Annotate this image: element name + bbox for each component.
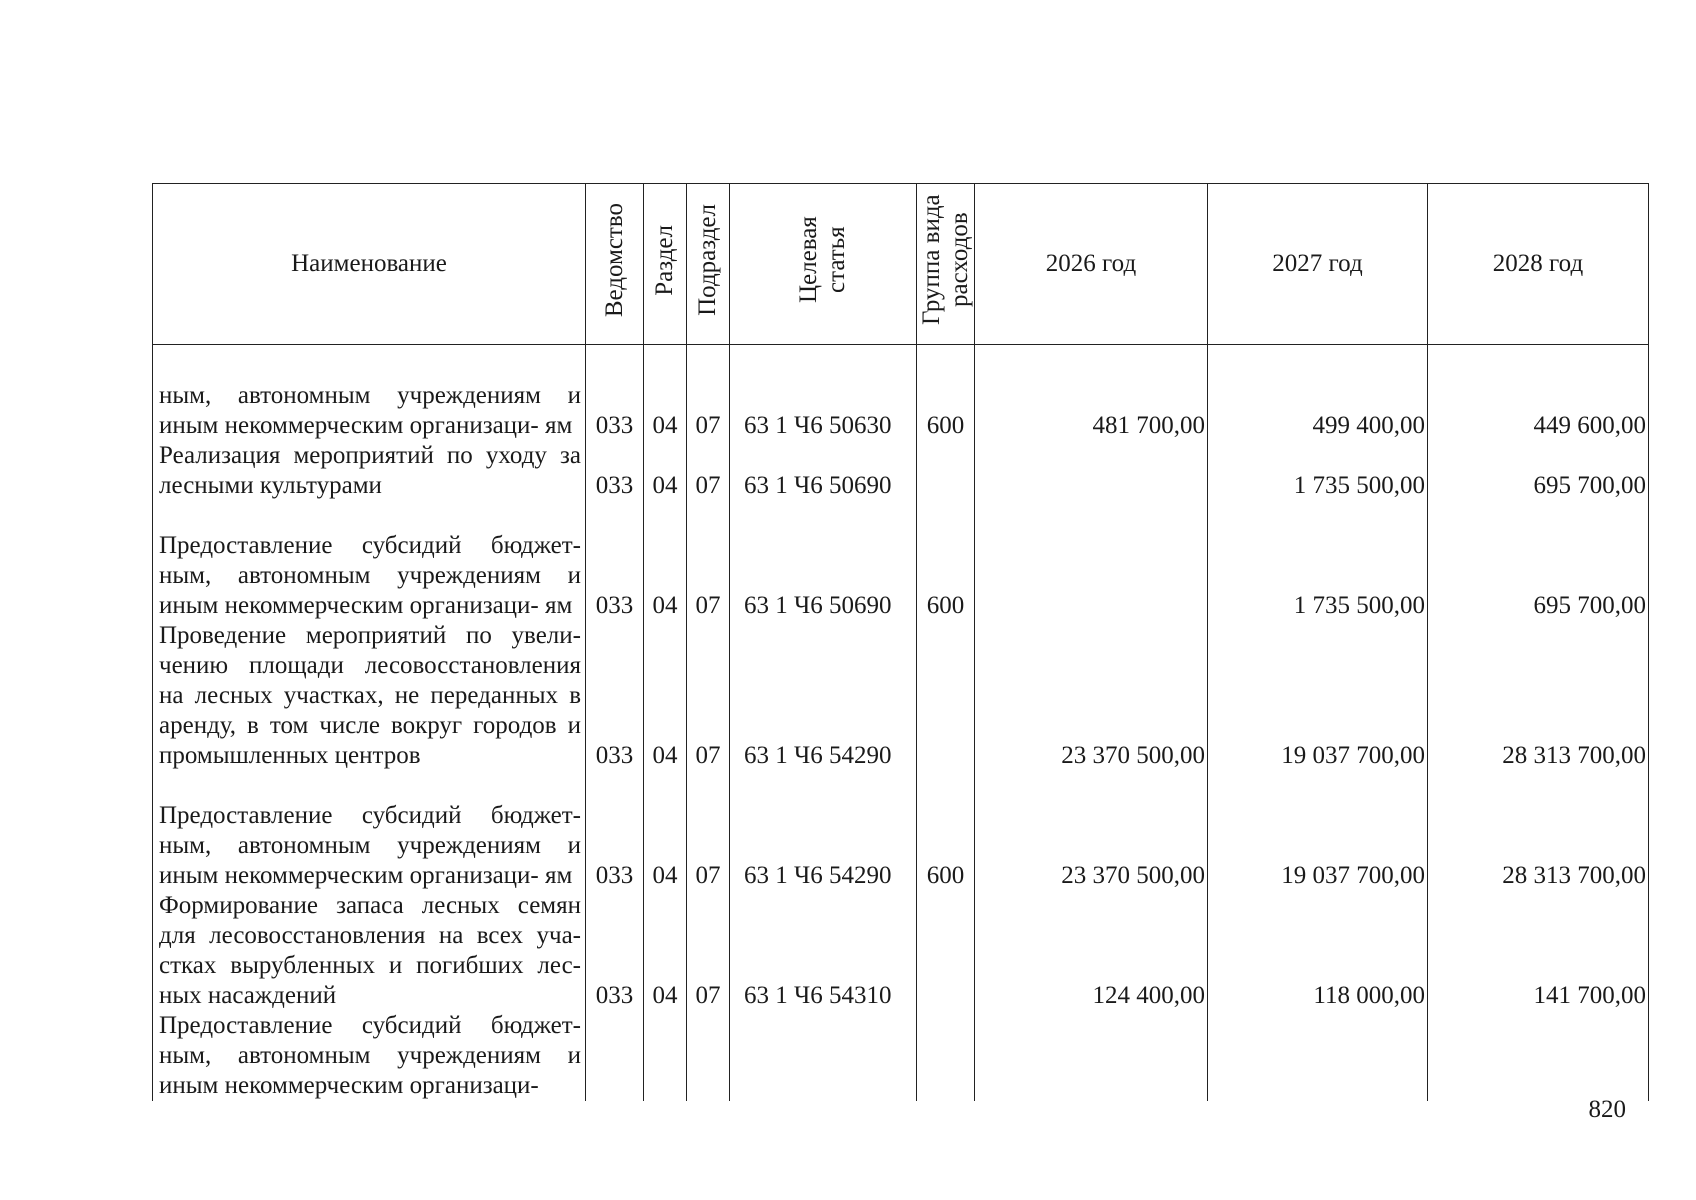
row-vedomstvo: 033 <box>586 441 644 501</box>
row-podrazdel: 07 <box>687 621 730 771</box>
row-2028: 28 313 700,00 <box>1428 621 1649 771</box>
row-celevaya-statya: 63 1 Ч6 54290 <box>730 621 917 771</box>
row-podrazdel: 07 <box>687 441 730 501</box>
row-name: ным, автономным учреждениям и иным некоммерческим организаци- ям <box>153 345 586 441</box>
row-celevaya-statya: 63 1 Ч6 54290 <box>730 771 917 891</box>
row-2028: 141 700,00 <box>1428 891 1649 1011</box>
row-razdel: 04 <box>644 441 687 501</box>
row-2026: 481 700,00 <box>975 345 1208 441</box>
row-gruppa: 600 <box>917 501 975 621</box>
row-celevaya-statya: 63 1 Ч6 50690 <box>730 441 917 501</box>
row-2028: 695 700,00 <box>1428 441 1649 501</box>
row-2028 <box>1428 1011 1649 1101</box>
row-celevaya-statya: 63 1 Ч6 50690 <box>730 501 917 621</box>
row-vedomstvo: 033 <box>586 891 644 1011</box>
row-name: Формирование запаса лесных семян для лесовосстановления на всех уча- стках вырубленных и погибших лес- ных насаждений <box>153 891 586 1011</box>
row-vedomstvo: 033 <box>586 345 644 441</box>
table-header-row <box>153 184 1649 345</box>
row-razdel <box>644 1011 687 1101</box>
row-razdel: 04 <box>644 771 687 891</box>
row-vedomstvo: 033 <box>586 771 644 891</box>
budget-table <box>152 183 1649 1101</box>
row-name: Проведение мероприятий по увели- чению площади лесовосстановления на лесных участках, не переданных в аренду, в том числе вокруг городов и промышленных центров <box>153 621 586 771</box>
row-2027 <box>1208 1011 1428 1101</box>
row-podrazdel: 07 <box>687 771 730 891</box>
page-number: 820 <box>1588 1096 1626 1123</box>
row-2026 <box>975 441 1208 501</box>
row-podrazdel: 07 <box>687 501 730 621</box>
row-gruppa: 600 <box>917 345 975 441</box>
header-razdel: Раздел <box>644 184 687 345</box>
header-vedomstvo: Ведомство <box>586 184 644 345</box>
row-2028: 28 313 700,00 <box>1428 771 1649 891</box>
row-name: Предоставление субсидий бюджет- ным, автономным учреждениям и иным некоммерческим организаци- ям <box>153 771 586 891</box>
row-razdel: 04 <box>644 501 687 621</box>
header-2026: 2026 год <box>975 184 1208 345</box>
table-row <box>153 345 1649 441</box>
row-vedomstvo: 033 <box>586 621 644 771</box>
row-2026 <box>975 501 1208 621</box>
row-razdel: 04 <box>644 891 687 1011</box>
row-razdel: 04 <box>644 621 687 771</box>
header-podrazdel: Подраздел <box>687 184 730 345</box>
row-gruppa <box>917 1011 975 1101</box>
header-gruppa-vida-rashodov: Группа вида расходов <box>917 184 975 345</box>
row-2027: 1 735 500,00 <box>1208 441 1428 501</box>
row-2027: 19 037 700,00 <box>1208 771 1428 891</box>
table-row <box>153 891 1649 1011</box>
row-2027: 118 000,00 <box>1208 891 1428 1011</box>
table-row <box>153 1011 1649 1101</box>
row-vedomstvo: 033 <box>586 501 644 621</box>
row-celevaya-statya: 63 1 Ч6 50630 <box>730 345 917 441</box>
header-celevaya-statya: Целевая статья <box>730 184 917 345</box>
row-gruppa <box>917 621 975 771</box>
row-podrazdel: 07 <box>687 891 730 1011</box>
row-2027: 1 735 500,00 <box>1208 501 1428 621</box>
row-celevaya-statya <box>730 1011 917 1101</box>
row-podrazdel <box>687 1011 730 1101</box>
row-name: Реализация мероприятий по уходу за лесными культурами <box>153 441 586 501</box>
row-gruppa <box>917 441 975 501</box>
header-2027: 2027 год <box>1208 184 1428 345</box>
row-gruppa <box>917 891 975 1011</box>
header-2028: 2028 год <box>1428 184 1649 345</box>
row-2028: 695 700,00 <box>1428 501 1649 621</box>
row-vedomstvo <box>586 1011 644 1101</box>
row-gruppa: 600 <box>917 771 975 891</box>
row-celevaya-statya: 63 1 Ч6 54310 <box>730 891 917 1011</box>
row-2027: 499 400,00 <box>1208 345 1428 441</box>
row-name: Предоставление субсидий бюджет- ным, автономным учреждениям и иным некоммерческим организаци- <box>153 1011 586 1101</box>
row-name: Предоставление субсидий бюджет- ным, автономным учреждениям и иным некоммерческим организаци- ям <box>153 501 586 621</box>
row-2026: 23 370 500,00 <box>975 621 1208 771</box>
row-podrazdel: 07 <box>687 345 730 441</box>
row-razdel: 04 <box>644 345 687 441</box>
row-2026 <box>975 1011 1208 1101</box>
row-2027: 19 037 700,00 <box>1208 621 1428 771</box>
row-2026: 23 370 500,00 <box>975 771 1208 891</box>
row-2028: 449 600,00 <box>1428 345 1649 441</box>
table-row <box>153 441 1649 501</box>
table-row <box>153 621 1649 771</box>
header-name: Наименование <box>153 184 586 345</box>
table-row <box>153 771 1649 891</box>
table-row <box>153 501 1649 621</box>
row-2026: 124 400,00 <box>975 891 1208 1011</box>
